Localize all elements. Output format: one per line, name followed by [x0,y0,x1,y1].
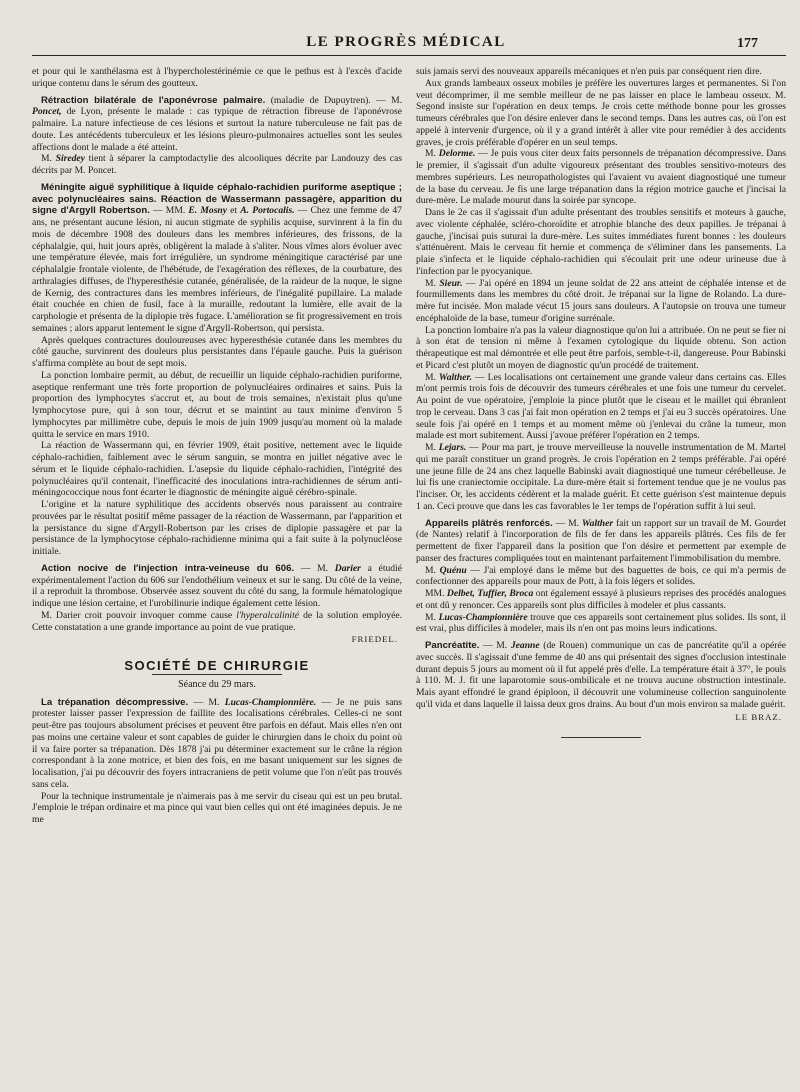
section-title: Rétraction bilatérale de l'aponévrose palmaire. [41,94,266,106]
author-name: Delorme. [438,148,476,160]
paragraph-walther: M. Walther. — Les localisations ont certainement une grande valeur dans certains cas. Elles m'ont permis trois fois de découvrir des tumeurs cérébrales et une fois une tumeur du cervelet. Au point de vue opératoire, j'emploie la pince plutôt que le ciseau et le maillet qui ébranlent trop le cerveau. Dans 3 cas j'ai fait mon opération en 2 temps et j'ai eu 3 succès opératoires. Une seule fois j'ai opéré en 1 temps et au moment même où j'enlevai du crâne la tumeur, mon malade est mort subitement. Aussi j'avoue préférer l'opération en 2 temps. [416,371,787,442]
end-rule [561,737,641,738]
paragraph: et pour qui le xanthélasma est à l'hypercholestérinémie ce que le pethus est à l'excès d'acide urique contenu dans le sérum des goutteux. [32,66,402,89]
text-columns [32,66,786,826]
paragraph-quenu: M. Quénu — J'ai employé dans le même but des baguettes de bois, ce qui m'a permis de confectionner des appareils pour maux de Pott, à la fois légers et solides. [416,564,786,588]
section-title: Méningite aiguë syphilitique à liquide céphalo-rachidien puriforme aseptique ; avec polynucléaires sains. Réaction de Wassermann passagère, apparition du signe d'Argyll Robertson. [32,181,402,217]
paragraph: M. Lucas-Championnière trouve que ces appareils sont certainement plus solides. Ils sont, il est vrai, plus difficiles à modeler, mais ils n'en ont pas moins leurs indications. [416,611,786,635]
author-name: Jeanne [510,640,540,651]
section-mosny: Méningite aiguë syphilitique à liquide céphalo-rachidien puriforme aseptique ; avec polynucléaires sains. Réaction de Wassermann passagère, apparition du signe d'Argyll Robertson. — MM. E. Mosny et A. Portocalis. — Chez une femme de 47 ans, ne présentant aucune lésion, ni aucun stigmate de syphilis acquise, survinrent à la fin du mois de décembre 1908 des douleurs dans les membres inférieures, des frissons, de la céphalalgie, qui, huit jours après, obligèrent la malade à s'aliter. Nous vîmes alors évoluer avec une température élevée, mais fort irrégulière, un syndrome méningitique caractérisé par une céphalalgie frontale violente, de l'hébétude, de l'exagération des réflexes, de la courbature, des arthralagies diffuses, de l'hyperesthésie cutanée, généralisée, de la raideur de la nuque, le signe de Kernig, des contractures dans les membres inférieurs, de l'inégalité pupillaire. La malade était couchée en chien de fusil, face à la muraille, redoutant la lumière, elle avait de la carphologie et présenta de la diplopie très fugace. L'amélioration se fit progressivement en trois semaines ; alors apparut lentement le signe d'Argyll-Robertson, qui persista. [32,181,402,334]
page-number: 177 [737,36,758,51]
paragraph: La ponction lombaire permit, au début, de recueillir un liquide céphalo-rachidien puriforme, aseptique renfermant une très forte proportion de polynucléaires ordinaires et sains. Puis la proportion des lymphocytes s'accrut et, au bout de trois semaines, n'existait plus qu'une lymphocytose pure, qui à son tour, décrut et se maintint au taux minime d'environ 5 lymphocytes par millimètre cube, depuis le mois de juin 1909 jusqu'au moment où la malade quitta le service en mars 1910. [32,369,402,440]
section-title: Action nocive de l'injection intra-veineuse du 606. [41,562,295,574]
section-trepanation: La trépanation décompressive. — M. Lucas-Championnière. — Je ne puis sans protester laisser passer l'expression de faillite des localisations cérébrales. Celles-ci ne sont peut-être pas toujours absolument précises et peuvent être parfois en défaut. Mais elles n'en ont pas moins une certaine valeur et sont capables de guider le chirurgien dans le choix du point où il va faire porter sa trépanation. Dès 1878 j'ai pu déterminer exactement sur le crâne la région correspondant à la zone motrice, et bien des fois, en me basant uniquement sur les signes de localisation, j'ai pu découvrir des foyers intracraniens de petit volume que l'on n'eût pas trouvés sans cela. [32,696,402,790]
paragraph: M. Siredey tient à séparer la camptodactylie des alcooliques décrite par Landouzy des cas décrits par M. Poncet. [32,153,402,176]
paragraph: La réaction de Wassermann qui, en février 1909, était positive, nettement avec le liquide céphalo-rachidien, faiblement avec le sérum sanguin, se montra en juillet négative avec le sérum et le liquide céphalo-rachidien. L'asepsie du liquide céphalo-rachidien, l'intégrité des polynucléaires qu'il contenait, l'inefficacité des inoculations intra-rachidiennes de sérum anti-méningococcique nous font écarter le diagnostic de méningite aiguë cérébro-spinale. [32,440,402,499]
author-name: A. Portocalis. [240,205,295,217]
right-column [416,66,786,826]
section-title: Pancréatite. [425,640,480,651]
society-heading: SOCIÉTÉ DE CHIRURGIE [124,658,310,673]
author-name: Walther [581,517,614,529]
author-name: E. Mosny [188,205,228,217]
section-title: La trépanation décompressive. [41,696,189,708]
author-name: Sieur. [439,277,463,289]
left-column [32,66,402,826]
paragraph: La ponction lombaire n'a pas la valeur diagnostique qu'on lui a attribuée. On ne peut se fier ni à son état de tension ni même à l'examen cytologique du liquide obtenu. Son action thérapeutique est mal démontrée et elle peut être parfois, semble-t-il, dangereuse. Pour Babinski et Picard c'est plutôt un moyen de diagnostic qu'un procédé de traitement. [416,324,786,371]
section-pancreatite: Pancréatite. — M. Jeanne (de Rouen) communique un cas de pancréatite qu'il a opérée avec succès. Il s'agissait d'une femme de 40 ans qui présentait des signes d'occlusion intestinale durant depuis 5 jours au moment où il fut appelé près d'elle. La température était à 37°, le pouls à 110. M. J. fit une laparotomie sous-ombilicale et ne trouva aucune obstruction intestinale. Mais ayant effondré le grand épiploon, il découvrit une volumineuse collection sanguinolente qu'il vida et dans laquelle il laissa deux gros drains. Au bout d'un mois environ sa malade guérit. [416,640,786,710]
page-header [30,0,782,51]
author-name: Walther. [438,371,473,383]
running-title: LE PROGRÈS MÉDICAL [306,34,506,50]
paragraph: M. Darier croit pouvoir invoquer comme cause l'hyperalcalinité de la solution employée. Cette constatation a une grande importance au point de vue pratique. [32,609,402,633]
paragraph-lejars: M. Lejars. — Pour ma part, je trouve merveilleuse la nouvelle instrumentation de M. Martel qui me paraît constituer un grand progrès. Je crois l'opération en 2 temps préférable. J'ai opéré une jeune fille de 24 ans chez laquelle Babinski avait diagnostiqué une tumeur cérébelleuse. Je lui fis une craniectomie occipitale. La dure-mère était si fortement tendue que je ne voulus pas l'inciser. Or, les accidents cédèrent et la malade guérit. Et cette guérison s'est maintenue depuis 1 an. Ceci prouve que dans les cas favorables le 1er temps de l'opération suffit à lui seul. [416,442,786,512]
author-name: Lucas-Championnière. [224,696,317,708]
paragraph-delorme: M. Delorme. — Je puis vous citer deux faits personnels de trépanation décompressive. Dans le premier, il s'agissait d'un adulte vigoureux présentant des troubles sensitivo-moteurs des membres supérieurs. Les neuropathologistes qui l'avaient vu avaient diagnostiqué une tumeur de la base du cerveau. Je fis une large trépanation dans la région motrice gauche et j'incisai la dure-mère. Le malade mourut dans la soirée par syncope. [416,148,786,207]
paragraph: MM. Delbet, Tuffier, Broca ont également essayé à plusieurs reprises des procédés analogues et ont dû y renoncer. Ces appareils sont plus difficiles à modeler et plus cassants. [416,588,786,611]
author-name: Delbet, Tuffier, Broca [446,588,534,599]
signature: LE BRAZ. [735,711,782,722]
paragraph: Aux grands lambeaux osseux mobiles je préfère les ouvertures larges et permanentes. Si l'on veut décomprimer, il me semble meilleur de ne pas laisser en place le lambeau osseux. M. Segond insiste sur l'opération en deux temps. Je crois cette méthode bonne pour les grosses tumeurs cérébrales que l'on désire enlever dans le second temps. Dans les autres cas, où l'on est appelé à intervenir d'urgence, où il y a grand intérêt à aller vite pour remédier à des accidents graves, je crois préférable d'opérer en un seul temps. [416,77,786,148]
author-name: Siredey [55,153,85,165]
paragraph: Pour la technique instrumentale je n'aimerais pas à me servir du ciseau qui est un peu brutal. J'emploie le trépan ordinaire et ma pince qui vaut bien celles qui ont été imaginées depuis. Je ne me [32,790,402,825]
author-name: Quénu [439,564,467,576]
heading-rule [152,674,282,675]
paragraph: suis jamais servi des nouveaux appareils mécaniques et n'en puis par conséquent rien dire. [416,66,762,77]
paragraph-sieur: M. Sieur. — J'ai opéré en 1894 un jeune soldat de 22 ans atteint de céphalée intense et de fourmillements dans les membres du côté droit. Je trépanai sur la ligne de Rolando. La dure-mère fut incisée. Mon malade vécut 15 jours sans douleurs. A l'autopsie on trouva une tumeur encéphaloïde de la base, tumeur d'origine surrénale. [416,277,786,324]
author-name: Poncet, [32,106,62,118]
section-appareils: Appareils plâtrés renforcés. — M. Walther fait un rapport sur un travail de M. Gourdet (de Nantes) relatif à l'incorporation de fils de fer dans les appareils plâtrés. Ces fils de fer permettent de fixer l'appareil dans la position que l'on désire et permettent par exemple de panser des fractures compliquées tout en maintenant parfaitement l'immobilisation du membre. [416,517,787,564]
author-name: Lucas-Championnière [438,611,528,623]
section-title: Appareils plâtrés renforcés. [425,517,553,529]
paragraph: L'origine et la nature syphilitique des accidents observés nous paraissent au contraire prouvées par le résultat positif même passager de la réaction de Wassermann, par l'apparition et la persistance du signe d'Argyll-Robertson par les crises de diplopie passagère et par la persistance de la lymphocytose céphalo-rachidienne minima qui a fait suite à la polynucléose initiale. [32,499,402,557]
signature: FRIEDEL. [351,634,398,645]
session-date: Séance du 29 mars. [178,678,256,690]
paragraph: Après quelques contractures douloureuses avec hyperesthésie cutanée dans les membres du côté gauche, survinrent des douleurs plus persistantes dans l'épaule gauche. Puis la guérison s'affirma complète au bout de sept mois. [32,334,402,369]
paragraph: Dans le 2e cas il s'agissait d'un adulte présentant des troubles sensitifs et moteurs à gauche, avec violente céphalée, scléro-choroïdite et atrophie blanche des deux papilles. Je trépanai à gauche, j'incisai puis suturai la dure-mère. Les suites immédiates furent bonnes : les douleurs s'atténuèrent. Mais le cerveau fit hernie et commença de s'éliminer dans les pansements. La plaie s'infecta et le liquide céphalo-rachidien qui s'écoulait prit une odeur urineuse due à l'infection par le pyocyanique. [416,207,786,277]
author-name: Darier [334,562,361,574]
author-name: Lejars. [438,442,467,453]
section-poncet: Rétraction bilatérale de l'aponévrose palmaire. (maladie de Dupuytren). — M. Poncet, de Lyon, présente le malade : cas typique de rétraction fibreuse de l'aponévrose palmaire. La nature infectieuse de ces lésions et surtout la nature tuberculeuse ne fait pas de doute. Les antécédents tuberculeux et les lésions pleuro-pulmonaires actuelles sont les seules affections dont le malade a été atteint. [32,94,402,153]
section-darier: Action nocive de l'injection intra-veineuse du 606. — M. Darier a étudié expérimentalement l'action du 606 sur l'endothélium veineux et sur le sang. Du côté de la veine, il a reproduit la thrombose. Observée assez souvent du côté du sang, la formule hématologique indique une lésion certaine, et l'urobilinurie indique également cette lésion. [32,562,403,609]
header-rule [32,55,786,56]
